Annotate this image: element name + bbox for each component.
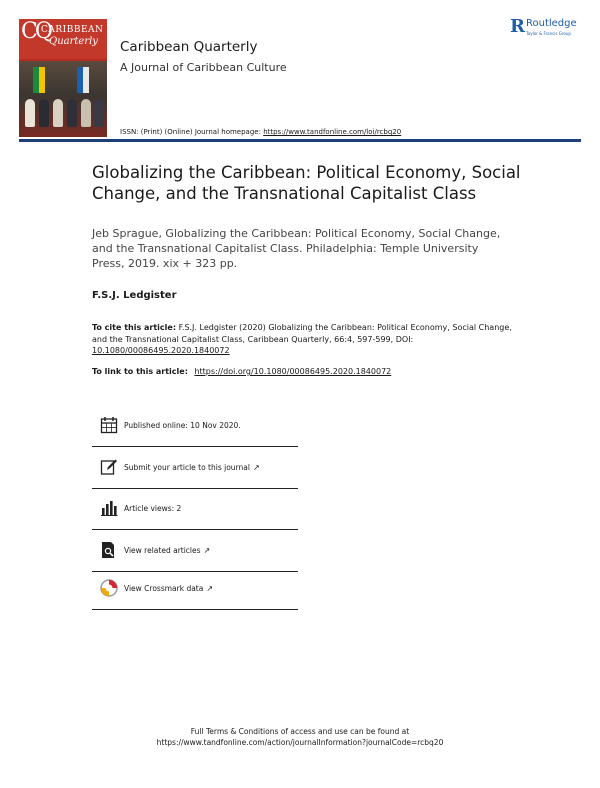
crossmark-link[interactable] bbox=[124, 584, 213, 593]
journal-title: Caribbean Quarterly bbox=[120, 39, 258, 55]
citation-block bbox=[92, 322, 522, 357]
cover-title-line2: Quarterly bbox=[49, 36, 98, 47]
publisher-logo bbox=[510, 17, 590, 41]
info-row-published bbox=[92, 406, 298, 447]
cover-flag bbox=[39, 67, 45, 93]
footer bbox=[0, 726, 600, 748]
cite-label: To cite this article: bbox=[92, 323, 177, 332]
edit-icon bbox=[100, 458, 118, 476]
article-author: F.S.J. Ledgister bbox=[92, 290, 177, 301]
publisher-tagline: Taylor & Francis Group bbox=[526, 31, 571, 36]
external-link-icon: ↗ bbox=[203, 546, 211, 555]
cover-monogram: CQ bbox=[21, 19, 50, 44]
info-row-related[interactable] bbox=[92, 531, 298, 572]
routledge-r-icon: R bbox=[510, 16, 525, 37]
issn-line bbox=[120, 128, 401, 136]
cover-figure bbox=[39, 99, 49, 127]
crossmark-label: View Crossmark data bbox=[124, 584, 204, 593]
article-subtitle: Jeb Sprague, Globalizing the Caribbean: Political Economy, Social Change, and the Transnational Capitalist Class. Philadelphia: Temple University Press, 2019. xix + 323 pp. bbox=[92, 227, 501, 270]
cover-title-line1: CARIBBEAN bbox=[41, 25, 104, 35]
article-title: Globalizing the Caribbean: Political Economy, Social Change, and the Transnational Capitalist Class bbox=[92, 163, 521, 203]
link-label: To link to this article: bbox=[92, 367, 188, 376]
cover-figure bbox=[25, 99, 35, 127]
external-link-icon: ↗ bbox=[206, 584, 214, 593]
published-date: Published online: 10 Nov 2020. bbox=[124, 421, 241, 430]
issn-label: ISSN: (Print) (Online) Journal homepage: bbox=[120, 128, 261, 136]
cite-text: F.S.J. Ledgister (2020) Globalizing the Caribbean: Political Economy, Social Change, and the Transnational Capitalist Class, Caribbean Quarterly, 66:4, 597-599, DOI: bbox=[92, 323, 512, 344]
article-views: Article views: 2 bbox=[124, 504, 182, 513]
publisher-name: Routledge bbox=[526, 18, 577, 29]
journal-cover-image bbox=[19, 19, 107, 137]
related-articles-label: View related articles bbox=[124, 546, 201, 555]
info-row-views bbox=[92, 489, 298, 530]
cite-doi-link[interactable]: 10.1080/00086495.2020.1840072 bbox=[92, 346, 230, 355]
calendar-icon bbox=[100, 416, 118, 434]
cover-flag bbox=[83, 67, 89, 93]
submit-article-label: Submit your article to this journal bbox=[124, 463, 250, 472]
journal-subtitle: A Journal of Caribbean Culture bbox=[120, 61, 287, 74]
info-row-crossmark[interactable] bbox=[92, 569, 298, 610]
submit-article-link[interactable] bbox=[124, 463, 260, 472]
bar-chart-icon bbox=[100, 499, 118, 517]
cover-figure bbox=[53, 99, 63, 127]
journal-homepage-link[interactable]: https://www.tandfonline.com/loi/rcbq20 bbox=[263, 128, 402, 136]
related-articles-link[interactable] bbox=[124, 546, 210, 555]
article-doi-link[interactable]: https://doi.org/10.1080/00086495.2020.1840072 bbox=[194, 367, 392, 376]
cover-figure bbox=[81, 99, 91, 127]
cover-photo bbox=[19, 61, 107, 137]
info-row-submit[interactable] bbox=[92, 448, 298, 489]
footer-terms-text: Full Terms & Conditions of access and use can be found at bbox=[190, 727, 410, 736]
external-link-icon: ↗ bbox=[252, 463, 260, 472]
article-link-line bbox=[92, 367, 391, 376]
related-articles-icon bbox=[100, 541, 118, 559]
cover-figure bbox=[67, 99, 77, 127]
cover-figure bbox=[94, 99, 104, 127]
footer-terms-url[interactable]: https://www.tandfonline.com/action/journalInformation?journalCode=rcbq20 bbox=[156, 738, 444, 747]
crossmark-icon bbox=[100, 579, 118, 597]
header-divider bbox=[19, 139, 581, 142]
